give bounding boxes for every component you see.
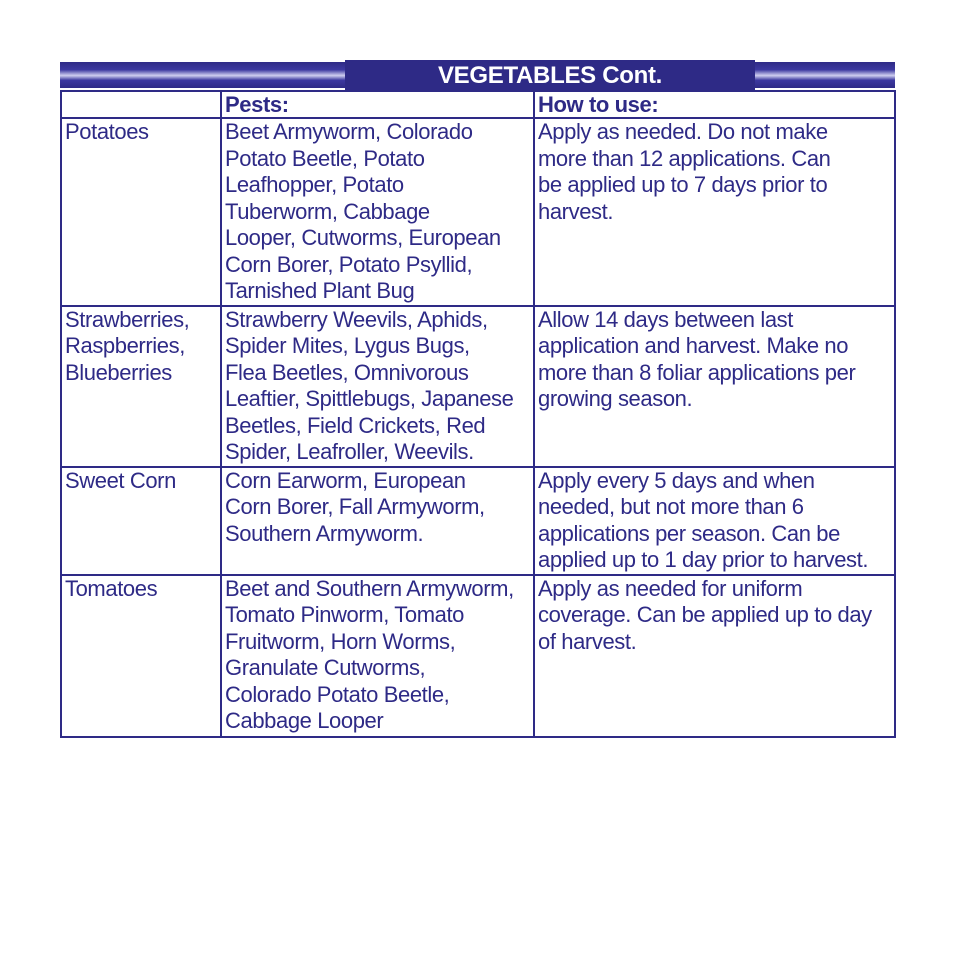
cell-line: needed, but not more than 6 bbox=[538, 494, 804, 519]
table-row bbox=[61, 118, 895, 306]
cell-line: applications per season. Can be bbox=[538, 520, 840, 546]
cell-line: be applied up to 7 days prior to bbox=[538, 172, 828, 197]
crop-cell bbox=[61, 575, 221, 737]
cell-line: Potato Beetle, Potato bbox=[225, 145, 425, 171]
how-to-use-cell bbox=[534, 575, 895, 737]
table-row bbox=[61, 306, 895, 467]
cell-line: Strawberries, bbox=[65, 306, 190, 332]
table-row bbox=[61, 575, 895, 737]
cell-line: Spider, Leafroller, Weevils. bbox=[225, 439, 474, 464]
pests-cell bbox=[221, 467, 534, 575]
cell-line: Tarnished Plant Bug bbox=[225, 278, 415, 303]
pests-cell bbox=[221, 118, 534, 306]
cell-line: Strawberry Weevils, Aphids, bbox=[225, 306, 488, 332]
cell-line: application and harvest. Make no bbox=[538, 333, 849, 358]
cell-line: Corn Borer, Potato Psyllid, bbox=[225, 251, 473, 277]
cell-line: more than 8 foliar applications per bbox=[538, 359, 856, 385]
cell-line: Apply as needed. Do not make bbox=[538, 119, 828, 144]
cell-line: Tuberworm, Cabbage bbox=[225, 198, 430, 224]
cell-line: Leaftier, Spittlebugs, Japanese bbox=[225, 386, 514, 411]
column-header-crop bbox=[61, 91, 221, 118]
cell-line: more than 12 applications. Can bbox=[538, 145, 831, 171]
cell-line: coverage. Can be applied up to day bbox=[538, 602, 872, 627]
cell-line: Potatoes bbox=[65, 119, 149, 144]
cell-line: growing season. bbox=[538, 386, 693, 411]
pests-cell bbox=[221, 575, 534, 737]
cell-line: Tomato Pinworm, Tomato bbox=[225, 602, 465, 627]
pests-cell bbox=[221, 306, 534, 467]
cell-line: Spider Mites, Lygus Bugs, bbox=[225, 333, 470, 358]
cell-line: Raspberries, bbox=[65, 333, 185, 358]
crop-cell bbox=[61, 306, 221, 467]
cell-line: Apply as needed for uniform bbox=[538, 575, 803, 601]
cell-line: Sweet Corn bbox=[65, 467, 176, 493]
crop-cell bbox=[61, 467, 221, 575]
vegetables-table bbox=[60, 90, 896, 738]
cell-line: Granulate Cutworms, bbox=[225, 655, 426, 680]
cell-line: Allow 14 days between last bbox=[538, 306, 793, 332]
cell-line: Leafhopper, Potato bbox=[225, 172, 404, 197]
cell-line: Beet and Southern Armyworm, bbox=[225, 575, 514, 601]
cell-line: applied up to 1 day prior to harvest. bbox=[538, 547, 869, 572]
column-header-pests: Pests: bbox=[221, 91, 534, 118]
table-row bbox=[61, 467, 895, 575]
banner-bar-left bbox=[60, 62, 350, 88]
cell-line: Colorado Potato Beetle, bbox=[225, 681, 450, 707]
cell-line: Beet Armyworm, Colorado bbox=[225, 119, 473, 144]
section-banner bbox=[60, 60, 895, 91]
cell-line: Southern Armyworm. bbox=[225, 520, 424, 546]
how-to-use-cell bbox=[534, 306, 895, 467]
cell-line: harvest. bbox=[538, 198, 614, 224]
cell-line: Beetles, Field Crickets, Red bbox=[225, 412, 486, 438]
cell-line: Cabbage Looper bbox=[225, 708, 384, 733]
cell-line: Tomatoes bbox=[65, 575, 158, 601]
column-header-how-to-use: How to use: bbox=[534, 91, 895, 118]
section-title: VEGETABLES Cont. bbox=[345, 60, 755, 91]
crop-cell bbox=[61, 118, 221, 306]
cell-line: Flea Beetles, Omnivorous bbox=[225, 359, 469, 385]
how-to-use-cell bbox=[534, 467, 895, 575]
cell-line: Blueberries bbox=[65, 359, 172, 385]
how-to-use-cell bbox=[534, 118, 895, 306]
cell-line: Corn Earworm, European bbox=[225, 467, 466, 493]
cell-line: Looper, Cutworms, European bbox=[225, 225, 501, 250]
table-header-row bbox=[61, 91, 895, 118]
cell-line: Fruitworm, Horn Worms, bbox=[225, 628, 456, 654]
cell-line: Apply every 5 days and when bbox=[538, 467, 815, 493]
cell-line: of harvest. bbox=[538, 628, 637, 654]
cell-line: Corn Borer, Fall Armyworm, bbox=[225, 494, 485, 519]
